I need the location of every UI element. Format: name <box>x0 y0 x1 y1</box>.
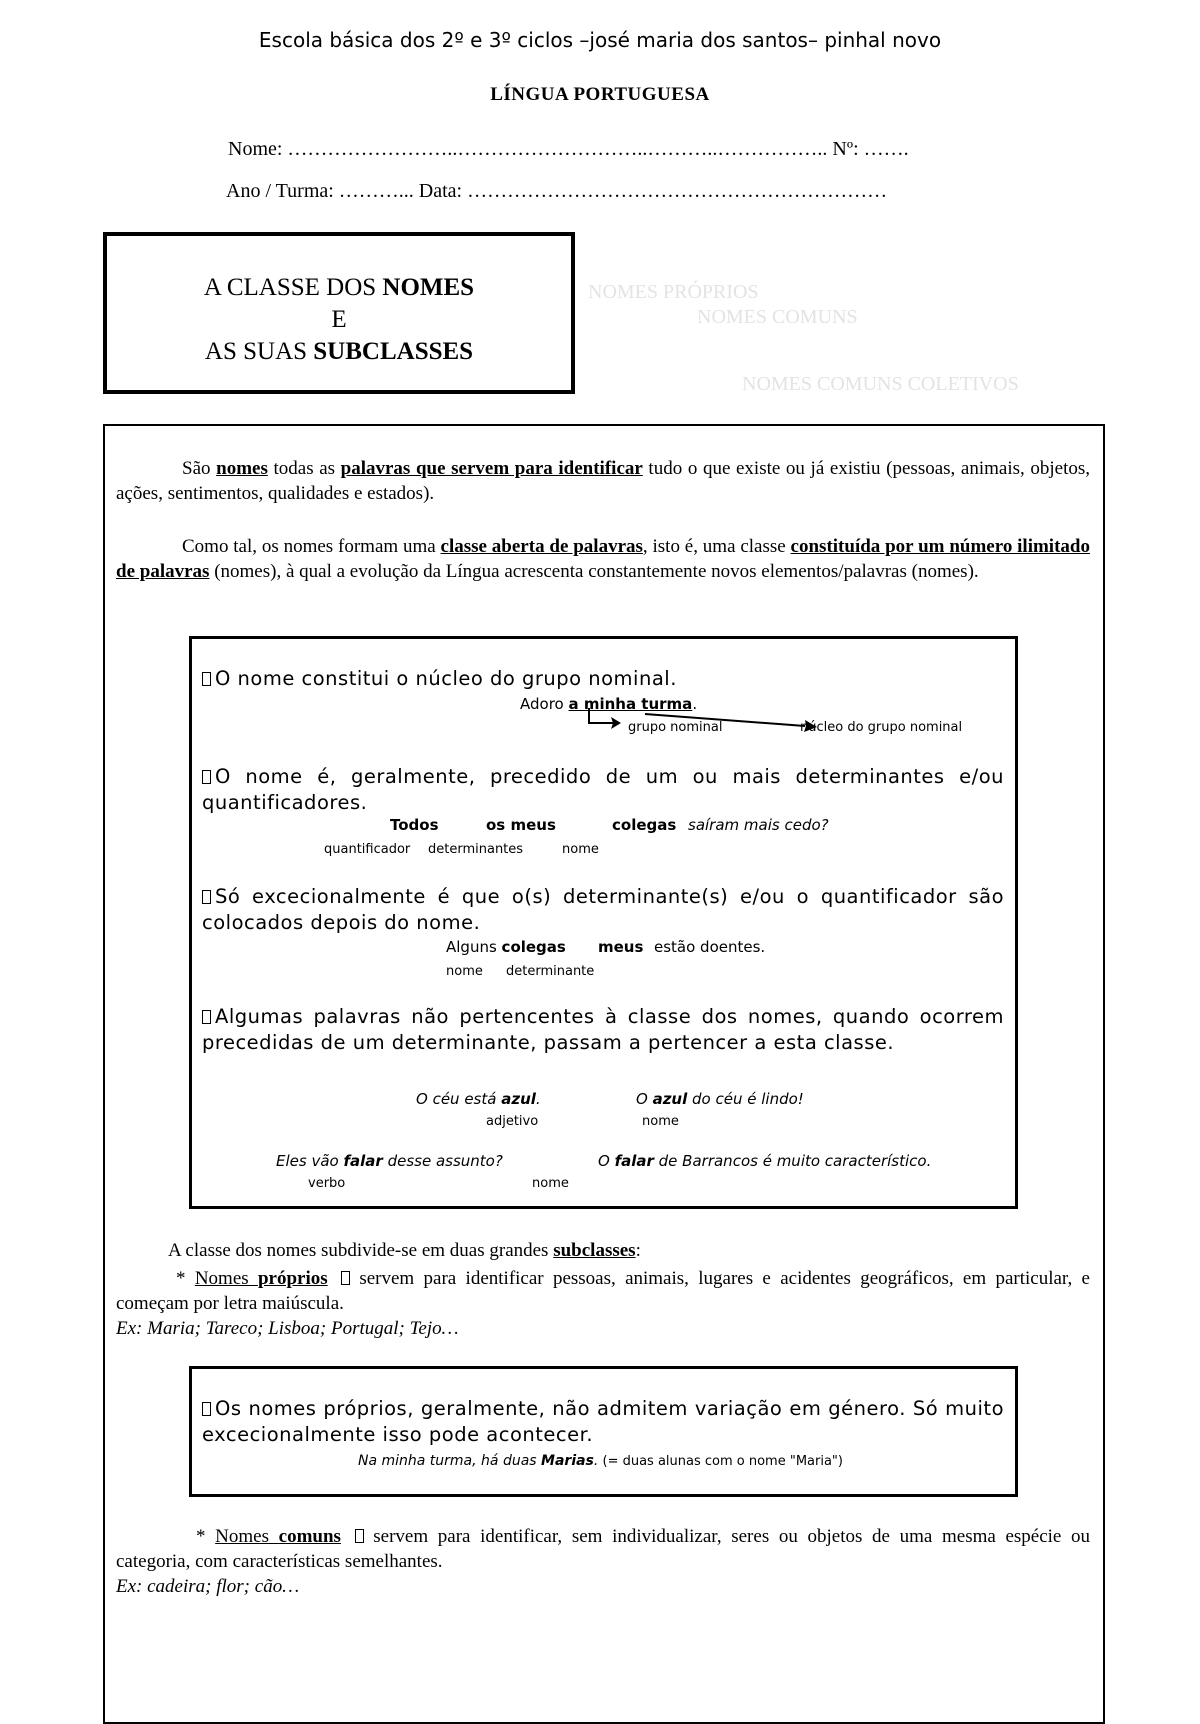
title-line-1: A CLASSE DOS NOMES <box>203 274 475 301</box>
example-word-todos: Todos <box>390 816 439 834</box>
label-adjetivo: adjetivo <box>486 1114 539 1129</box>
school-name: Escola básica dos 2º e 3º ciclos –josé maria dos santos– pinhal novo <box>258 28 942 52</box>
example-word-estao: estão doentes. <box>654 938 766 956</box>
proper-nouns-examples: Ex: Maria; Tareco; Lisboa; Portugal; Tejo… <box>116 1318 459 1339</box>
rule-determiners: O nome é, geralmente, precedido de um ou mais determinantes e/ou quantificadores. <box>202 765 1004 814</box>
label-grupo-nominal: grupo nominal <box>628 720 723 735</box>
name-field-line: Nome: ……………………..………………………..………..…………….. Nº: ……. <box>228 138 909 160</box>
label-nome: nome <box>532 1176 569 1191</box>
example-word-os-meus: os meus <box>486 816 556 834</box>
bullet-icon <box>202 672 211 686</box>
label-nome: nome <box>562 842 599 857</box>
rule-conversion: Algumas palavras não pertencentes à classe dos nomes, quando ocorrem precedidas de um determinante, passam a pertencer a esta classe. <box>202 1005 1004 1054</box>
label-nome: nome <box>642 1114 679 1129</box>
label-quantificador: quantificador <box>324 842 411 857</box>
proper-nouns-gender-note: Os nomes próprios, geralmente, não admitem variação em género. Só muito excecionalmente isso pode acontecer. <box>202 1397 1004 1446</box>
example-azul-do-ceu: O azul do céu é lindo! <box>636 1090 804 1108</box>
ghost-label-comuns: NOMES COMUNS <box>697 306 858 328</box>
example-word-meus: meus <box>598 938 644 956</box>
bullet-icon <box>202 890 211 904</box>
example-duas-marias: Na minha turma, há duas Marias. (= duas alunas com o nome "Maria") <box>358 1453 843 1469</box>
example-nucleus: Adoro a minha turma. <box>520 695 698 713</box>
example-eles-vao-falar: Eles vão falar desse assunto? <box>276 1152 503 1170</box>
arrow-icon <box>341 1271 350 1285</box>
definition-paragraph: São nomes todas as palavras que servem para identificar tudo o que existe ou já existiu (pessoas, animais, objetos, ações, sentimentos, qualidades e estados). <box>116 458 1091 504</box>
ghost-label-proprios: NOMES PRÓPRIOS <box>588 281 759 303</box>
title-line-3: AS SUAS SUBCLASSES <box>204 338 474 365</box>
common-nouns-examples: Ex: cadeira; flor; cão… <box>116 1576 300 1597</box>
label-nome: nome <box>446 964 483 979</box>
example-word-colegas: colegas <box>612 816 677 834</box>
arrow-icon <box>355 1529 364 1543</box>
class-date-field-line: Ano / Turma: ………... Data: ……………………………………………………… <box>226 180 888 202</box>
title-box <box>103 232 575 394</box>
subject-title: LÍNGUA PORTUGUESA <box>490 84 710 105</box>
label-verbo: verbo <box>308 1176 346 1191</box>
subclasses-intro: A classe dos nomes subdivide-se em duas grandes subclasses: <box>168 1240 641 1261</box>
proper-nouns-definition: * Nomes próprios servem para identificar pessoas, animais, lugares e acidentes geográficos, em particular, e começam por letra maiúscula. <box>116 1268 1090 1314</box>
example-word-sairam: saíram mais cedo? <box>688 816 829 834</box>
ghost-label-coletivos: NOMES COMUNS COLETIVOS <box>742 373 1019 395</box>
common-nouns-definition: * Nomes comuns servem para identificar, sem individualizar, seres ou objetos de uma mesma espécie ou categoria, com características semelhantes. <box>116 1526 1091 1572</box>
bullet-icon <box>202 770 211 784</box>
example-falar-barrancos: O falar de Barrancos é muito característico. <box>598 1152 932 1170</box>
label-nucleo: núcleo do grupo nominal <box>800 720 963 735</box>
bullet-icon <box>202 1010 211 1024</box>
rule-exceptional-order: Só excecionalmente é que o(s) determinante(s) e/ou o quantificador são colocados depois do nome. <box>202 885 1004 934</box>
rule-nucleus: O nome constitui o núcleo do grupo nominal. <box>202 666 1004 692</box>
label-determinante: determinante <box>506 964 595 979</box>
bullet-icon <box>202 1402 211 1416</box>
group-arrow <box>589 708 613 723</box>
example-ceu-azul: O céu está azul. <box>416 1090 541 1108</box>
title-line-2: E <box>331 306 347 333</box>
label-determinantes: determinantes <box>428 842 524 857</box>
open-class-paragraph: Como tal, os nomes formam uma classe aberta de palavras, isto é, uma classe constituída por um número ilimitado de palavras (nomes), à qual a evolução da Língua acrescenta constantemente novos elementos/palavras (nomes). <box>116 536 1090 582</box>
example-alguns-colegas: Alguns colegas <box>446 938 566 956</box>
